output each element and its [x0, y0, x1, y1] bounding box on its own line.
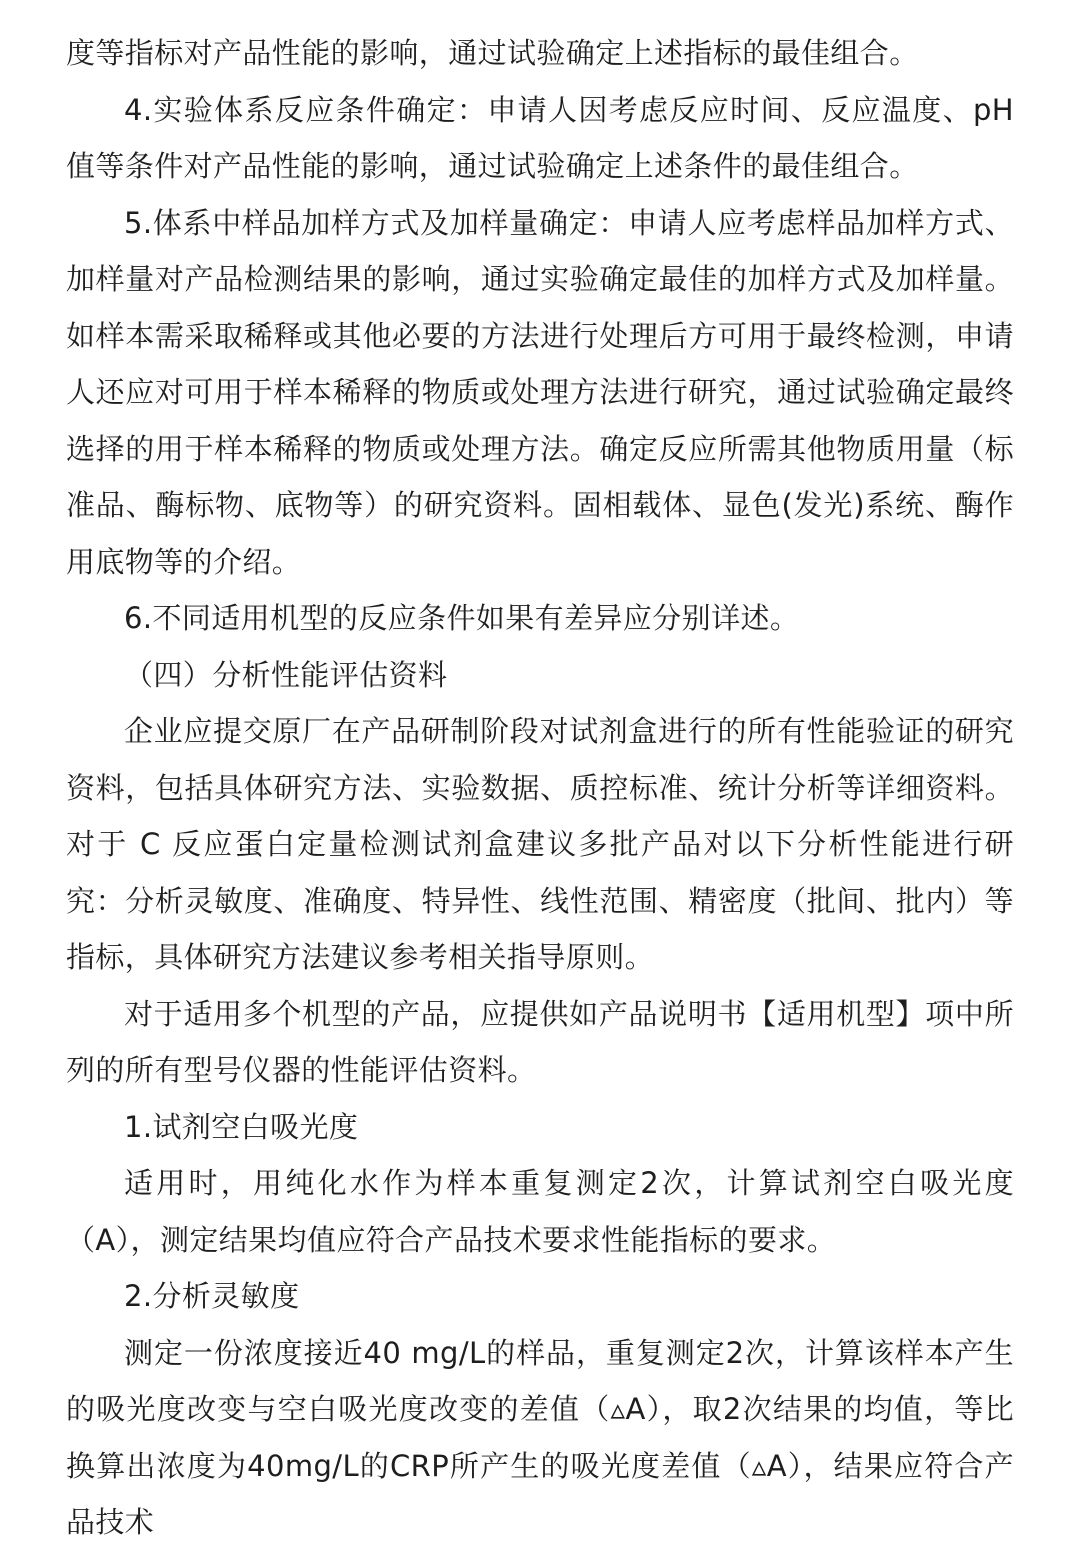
subheading-reagent-blank: 1.试剂空白吸光度 — [124, 1109, 359, 1144]
paragraph-multiple-instruments: 对于适用多个机型的产品，应提供如产品说明书【适用机型】项中所列的所有型号仪器的性能评估资料。 — [66, 996, 1014, 1087]
paragraph-reaction-conditions: 4.实验体系反应条件确定：申请人因考虑反应时间、反应温度、pH 值等条件对产品性能的影响，通过试验确定上述条件的最佳组合。 — [66, 92, 1014, 183]
paragraph-reagent-blank: 适用时，用纯化水作为样本重复测定2次，计算试剂空白吸光度（A），测定结果均值应符合产品技术要求性能指标的要求。 — [66, 1166, 1014, 1257]
section-heading-analytical-performance: （四）分析性能评估资料 — [124, 657, 448, 692]
subheading-analytical-sensitivity: 2.分析灵敏度 — [124, 1279, 300, 1313]
paragraph-performance-overview: 企业应提交原厂在产品研制阶段对试剂盒进行的所有性能验证的研究资料，包括具体研究方法、实验数据、质控标准、统计分析等详细资料。对于 C 反应蛋白定量检测试剂盒建议多批产品对以下分析性能进行研究：分析灵敏度、准确度、特异性、线性范围、精密度（批间、批内）等指标，具体研究方法建议参考相关指导原则。 — [66, 714, 1014, 974]
paragraph-continuation: 度等指标对产品性能的影响，通过试验确定上述指标的最佳组合。 — [66, 36, 919, 70]
paragraph-instrument-differences: 6.不同适用机型的反应条件如果有差异应分别详述。 — [124, 601, 800, 635]
paragraph-analytical-sensitivity: 测定一份浓度接近40 mg/L的样品，重复测定2次，计算该样本产生的吸光度改变与空白吸光度改变的差值（▵A），取2次结果的均值，等比换算出浓度为40mg/L的CRP所产生的吸光度差值（▵A），结果应符合产品技术 — [66, 1335, 1015, 1539]
paragraph-sample-loading: 5.体系中样品加样方式及加样量确定：申请人应考虑样品加样方式、加样量对产品检测结果的影响，通过实验确定最佳的加样方式及加样量。如样本需采取稀释或其他必要的方法进行处理后方可用于最终检测，申请人还应对可用于样本稀释的物质或处理方法进行研究，通过试验确定最终选择的用于样本稀释的物质或处理方法。确定反应所需其他物质用量（标准品、酶标物、底物等）的研究资料。固相载体、显色(发光)系统、酶作用底物等的介绍。 — [66, 205, 1014, 579]
